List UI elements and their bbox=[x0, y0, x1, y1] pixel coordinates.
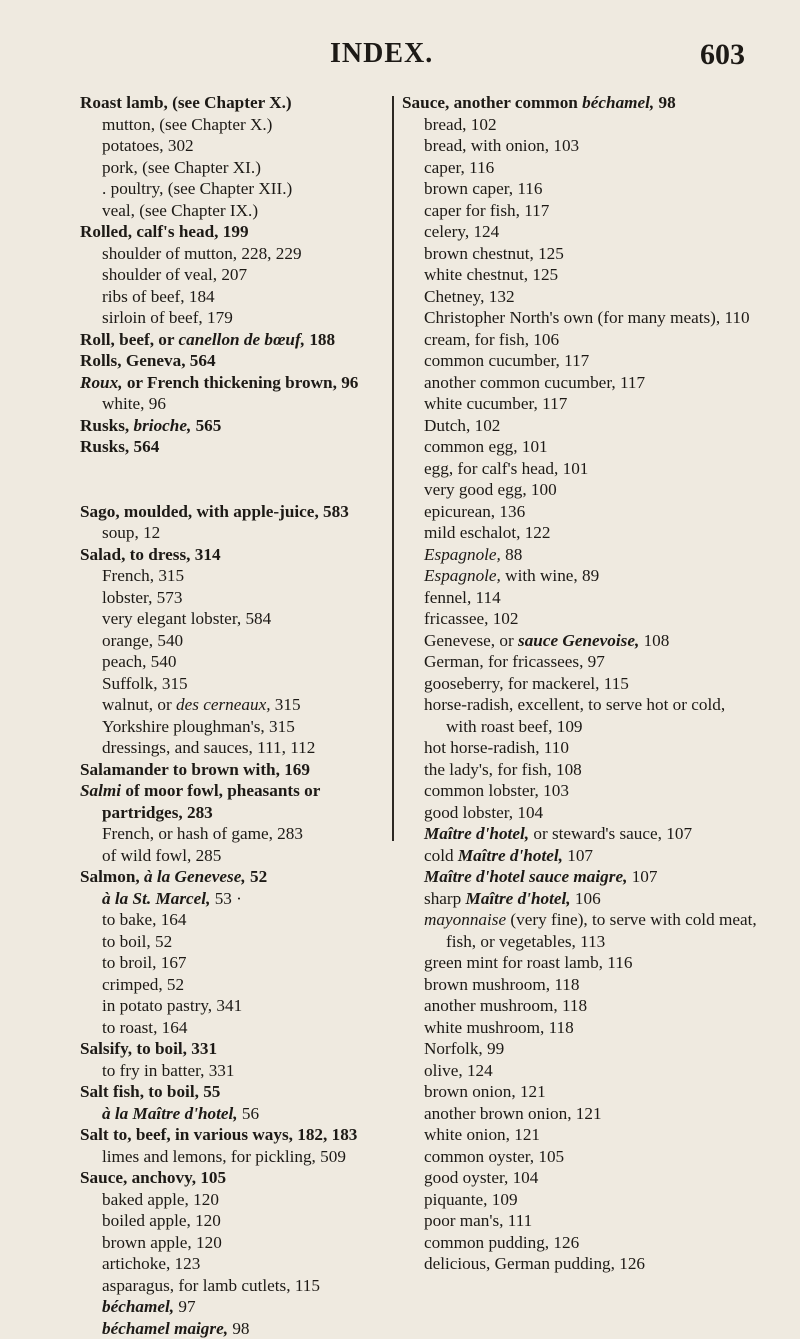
index-subentry bbox=[80, 1318, 398, 1339]
entry-text: Roll, beef, or bbox=[80, 330, 179, 349]
index-subentry bbox=[402, 415, 758, 437]
entry-text: delicious, German pudding, 126 bbox=[424, 1254, 645, 1273]
index-subentry bbox=[402, 243, 758, 265]
index-subentry bbox=[402, 458, 758, 480]
entry-text: Sago, moulded, with apple-juice, 583 bbox=[80, 502, 349, 521]
entry-text: Rolls, Geneva, 564 bbox=[80, 351, 216, 370]
index-subentry bbox=[80, 565, 398, 587]
entry-text: Roux, bbox=[80, 373, 123, 392]
index-subentry bbox=[402, 673, 758, 695]
index-subentry bbox=[80, 716, 398, 738]
index-subentry bbox=[402, 694, 758, 737]
entry-text: (very fine), to serve with cold meat, fish, or vegetables, 113 bbox=[446, 910, 757, 951]
entry-text: to bake, 164 bbox=[102, 910, 187, 929]
index-subentry bbox=[80, 608, 398, 630]
entry-text: soup, 12 bbox=[102, 523, 160, 542]
index-subentry bbox=[402, 264, 758, 286]
entry-text: cold bbox=[424, 846, 458, 865]
entry-text: brown apple, 120 bbox=[102, 1233, 222, 1252]
index-subentry bbox=[402, 1038, 758, 1060]
index-subentry bbox=[402, 329, 758, 351]
entry-text: Genevese, or bbox=[424, 631, 518, 650]
index-subentry bbox=[402, 1146, 758, 1168]
entry-text: Maître d'hotel, bbox=[458, 846, 563, 865]
entry-text: 53 · bbox=[210, 889, 242, 908]
index-entry bbox=[80, 780, 398, 823]
index-entry bbox=[80, 544, 398, 566]
index-entry bbox=[80, 501, 398, 523]
entry-text: caper, 116 bbox=[424, 158, 494, 177]
entry-text: white onion, 121 bbox=[424, 1125, 540, 1144]
index-subentry bbox=[402, 1167, 758, 1189]
entry-text: peach, 540 bbox=[102, 652, 176, 671]
index-subentry bbox=[402, 1124, 758, 1146]
entry-text: mild eschalot, 122 bbox=[424, 523, 551, 542]
index-subentry bbox=[402, 200, 758, 222]
entry-text: Salsify, to boil, 331 bbox=[80, 1039, 217, 1058]
index-subentry bbox=[402, 1253, 758, 1275]
index-subentry bbox=[80, 995, 398, 1017]
entry-text: or French thickening brown, 96 bbox=[123, 373, 359, 392]
entry-text: brown caper, 116 bbox=[424, 179, 542, 198]
index-entry bbox=[80, 372, 398, 394]
page-number: 603 bbox=[700, 38, 745, 72]
entry-text: béchamel, bbox=[102, 1297, 174, 1316]
index-subentry bbox=[80, 1210, 398, 1232]
entry-text: Yorkshire ploughman's, 315 bbox=[102, 717, 295, 736]
entry-text: 52 bbox=[246, 867, 267, 886]
entry-text: in potato pastry, 341 bbox=[102, 996, 242, 1015]
index-entry bbox=[80, 436, 398, 458]
entry-text: bread, 102 bbox=[424, 115, 497, 134]
index-subentry bbox=[402, 823, 758, 845]
index-subentry bbox=[80, 522, 398, 544]
entry-text: or steward's sauce, 107 bbox=[529, 824, 692, 843]
index-subentry bbox=[80, 307, 398, 329]
entry-text: Suffolk, 315 bbox=[102, 674, 188, 693]
entry-text: Roast lamb, (see Chapter X.) bbox=[80, 93, 292, 112]
index-entry bbox=[80, 759, 398, 781]
entry-text: to fry in batter, 331 bbox=[102, 1061, 234, 1080]
index-subentry bbox=[80, 974, 398, 996]
index-entry bbox=[80, 415, 398, 437]
entry-text: Salt fish, to boil, 55 bbox=[80, 1082, 220, 1101]
entry-text: canellon de bœuf, bbox=[179, 330, 306, 349]
entry-text: another common cucumber, 117 bbox=[424, 373, 645, 392]
entry-text: with wine, 89 bbox=[501, 566, 599, 585]
entry-text: to boil, 52 bbox=[102, 932, 172, 951]
index-subentry bbox=[80, 952, 398, 974]
index-subentry bbox=[402, 372, 758, 394]
index-subentry bbox=[402, 350, 758, 372]
entry-text: poor man's, 111 bbox=[424, 1211, 532, 1230]
entry-text: Salmi bbox=[80, 781, 121, 800]
entry-text: Salamander to brown with, 169 bbox=[80, 760, 310, 779]
entry-text: Rusks, bbox=[80, 416, 134, 435]
entry-text: gooseberry, for mackerel, 115 bbox=[424, 674, 629, 693]
entry-text: of wild fowl, 285 bbox=[102, 846, 221, 865]
index-subentry bbox=[80, 1253, 398, 1275]
index-entry bbox=[80, 329, 398, 351]
index-subentry bbox=[80, 114, 398, 136]
entry-text: 565 bbox=[191, 416, 221, 435]
entry-text: horse-radish, excellent, to serve hot or cold, with roast beef, 109 bbox=[424, 695, 725, 736]
entry-text: Salad, to dress, 314 bbox=[80, 545, 221, 564]
entry-text: to broil, 167 bbox=[102, 953, 187, 972]
entry-text: green mint for roast lamb, 116 bbox=[424, 953, 632, 972]
index-entry bbox=[80, 1167, 398, 1189]
index-subentry bbox=[80, 1146, 398, 1168]
index-subentry bbox=[80, 845, 398, 867]
index-subentry bbox=[80, 673, 398, 695]
entry-text: white chestnut, 125 bbox=[424, 265, 558, 284]
entry-text: very good egg, 100 bbox=[424, 480, 557, 499]
index-subentry bbox=[402, 608, 758, 630]
entry-text: Chetney, 132 bbox=[424, 287, 515, 306]
entry-text: 188 bbox=[305, 330, 335, 349]
index-subentry bbox=[402, 479, 758, 501]
entry-text: limes and lemons, for pickling, 509 bbox=[102, 1147, 346, 1166]
index-subentry bbox=[80, 1275, 398, 1297]
entry-text: good lobster, 104 bbox=[424, 803, 543, 822]
entry-text: asparagus, for lamb cutlets, 115 bbox=[102, 1276, 320, 1295]
index-subentry bbox=[80, 243, 398, 265]
entry-text: veal, (see Chapter IX.) bbox=[102, 201, 258, 220]
index-subentry bbox=[80, 264, 398, 286]
entry-text: olive, 124 bbox=[424, 1061, 493, 1080]
entry-text: common pudding, 126 bbox=[424, 1233, 579, 1252]
index-subentry bbox=[80, 1017, 398, 1039]
entry-text: piquante, 109 bbox=[424, 1190, 518, 1209]
entry-text: ribs of beef, 184 bbox=[102, 287, 215, 306]
entry-text: shoulder of veal, 207 bbox=[102, 265, 247, 284]
index-subentry bbox=[402, 888, 758, 910]
entry-text: des cerneaux, bbox=[176, 695, 271, 714]
entry-text: boiled apple, 120 bbox=[102, 1211, 221, 1230]
index-subentry bbox=[402, 737, 758, 759]
entry-text: Rolled, calf's head, 199 bbox=[80, 222, 249, 241]
index-subentry bbox=[80, 630, 398, 652]
index-subentry bbox=[80, 651, 398, 673]
entry-text: of moor fowl, pheasants or partridges, 283 bbox=[102, 781, 320, 822]
entry-text: brown chestnut, 125 bbox=[424, 244, 564, 263]
index-subentry bbox=[80, 1296, 398, 1318]
entry-text: French, or hash of game, 283 bbox=[102, 824, 303, 843]
index-subentry bbox=[80, 1189, 398, 1211]
entry-text: béchamel maigre, bbox=[102, 1319, 228, 1338]
entry-text: fricassee, 102 bbox=[424, 609, 519, 628]
entry-text: dressings, and sauces, 111, 112 bbox=[102, 738, 315, 757]
entry-text: à la Genevese, bbox=[144, 867, 246, 886]
entry-text: the lady's, for fish, 108 bbox=[424, 760, 582, 779]
entry-text: à la St. Marcel, bbox=[102, 889, 210, 908]
entry-text: fennel, 114 bbox=[424, 588, 501, 607]
index-subentry bbox=[80, 694, 398, 716]
index-subentry bbox=[80, 931, 398, 953]
entry-text: 56 bbox=[238, 1104, 259, 1123]
index-subentry bbox=[80, 393, 398, 415]
entry-text: sauce Genevoise, bbox=[518, 631, 639, 650]
index-subentry bbox=[402, 866, 758, 888]
entry-text: German, for fricassees, 97 bbox=[424, 652, 605, 671]
index-subentry bbox=[80, 1060, 398, 1082]
index-subentry bbox=[402, 1210, 758, 1232]
entry-text: common egg, 101 bbox=[424, 437, 548, 456]
index-subentry bbox=[402, 952, 758, 974]
entry-text: 315 bbox=[271, 695, 301, 714]
index-subentry bbox=[402, 221, 758, 243]
entry-text: celery, 124 bbox=[424, 222, 499, 241]
entry-text: another mushroom, 118 bbox=[424, 996, 587, 1015]
entry-text: Maître d'hotel sauce maigre, bbox=[424, 867, 627, 886]
index-subentry bbox=[402, 651, 758, 673]
entry-text: 107 bbox=[563, 846, 593, 865]
index-subentry bbox=[80, 737, 398, 759]
index-subentry bbox=[402, 759, 758, 781]
entry-text: 108 bbox=[639, 631, 669, 650]
index-subentry bbox=[402, 587, 758, 609]
index-subentry bbox=[402, 1060, 758, 1082]
entry-text: artichoke, 123 bbox=[102, 1254, 200, 1273]
entry-text: Norfolk, 99 bbox=[424, 1039, 504, 1058]
index-subentry bbox=[80, 200, 398, 222]
entry-text: Espagnole, bbox=[424, 545, 501, 564]
index-subentry bbox=[402, 114, 758, 136]
entry-text: Maître d'hotel, bbox=[466, 889, 571, 908]
entry-text: Salt to, beef, in various ways, 182, 183 bbox=[80, 1125, 357, 1144]
entry-text: baked apple, 120 bbox=[102, 1190, 219, 1209]
index-subentry bbox=[80, 909, 398, 931]
page-title: INDEX. bbox=[330, 38, 433, 70]
index-subentry bbox=[80, 823, 398, 845]
index-column-left bbox=[80, 92, 398, 1339]
entry-text: hot horse-radish, 110 bbox=[424, 738, 569, 757]
entry-text: mutton, (see Chapter X.) bbox=[102, 115, 272, 134]
entry-text: white mushroom, 118 bbox=[424, 1018, 574, 1037]
index-subentry bbox=[402, 1103, 758, 1125]
entry-text: Maître d'hotel, bbox=[424, 824, 529, 843]
entry-text: 107 bbox=[627, 867, 657, 886]
index-entry bbox=[80, 1081, 398, 1103]
index-subentry bbox=[402, 1189, 758, 1211]
column-divider bbox=[392, 96, 394, 841]
index-entry bbox=[80, 866, 398, 888]
index-subentry bbox=[402, 630, 758, 652]
entry-text: common cucumber, 117 bbox=[424, 351, 589, 370]
entry-text: Salmon, bbox=[80, 867, 144, 886]
entry-text: shoulder of mutton, 228, 229 bbox=[102, 244, 302, 263]
entry-text: 106 bbox=[571, 889, 601, 908]
index-subentry bbox=[402, 522, 758, 544]
index-subentry bbox=[80, 587, 398, 609]
index-entry bbox=[402, 92, 758, 114]
entry-text: 98 bbox=[228, 1319, 249, 1338]
entry-text: potatoes, 302 bbox=[102, 136, 194, 155]
index-subentry bbox=[402, 286, 758, 308]
index-subentry bbox=[402, 909, 758, 952]
entry-text: Dutch, 102 bbox=[424, 416, 500, 435]
entry-text: brown onion, 121 bbox=[424, 1082, 546, 1101]
index-subentry bbox=[80, 888, 398, 910]
entry-text: common lobster, 103 bbox=[424, 781, 569, 800]
entry-text: Rusks, 564 bbox=[80, 437, 159, 456]
entry-text: Christopher North's own (for many meats), 110 bbox=[424, 308, 750, 327]
index-subentry bbox=[402, 1232, 758, 1254]
index-subentry bbox=[402, 802, 758, 824]
entry-text: crimped, 52 bbox=[102, 975, 184, 994]
entry-text: to roast, 164 bbox=[102, 1018, 187, 1037]
entry-text: caper for fish, 117 bbox=[424, 201, 549, 220]
entry-text: Espagnole, bbox=[424, 566, 501, 585]
index-subentry bbox=[402, 501, 758, 523]
entry-text: 88 bbox=[501, 545, 522, 564]
index-entry bbox=[80, 1038, 398, 1060]
entry-text: à la Maître d'hotel, bbox=[102, 1104, 238, 1123]
index-subentry bbox=[402, 157, 758, 179]
index-entry bbox=[80, 1124, 398, 1146]
entry-text: bread, with onion, 103 bbox=[424, 136, 579, 155]
entry-text: 97 bbox=[174, 1297, 195, 1316]
entry-text: sirloin of beef, 179 bbox=[102, 308, 233, 327]
entry-text: brioche, bbox=[134, 416, 192, 435]
entry-text: white cucumber, 117 bbox=[424, 394, 567, 413]
section-gap bbox=[80, 458, 398, 501]
index-subentry bbox=[402, 393, 758, 415]
entry-text: good oyster, 104 bbox=[424, 1168, 538, 1187]
page-header bbox=[0, 38, 800, 78]
entry-text: cream, for fish, 106 bbox=[424, 330, 559, 349]
entry-text: another brown onion, 121 bbox=[424, 1104, 602, 1123]
index-subentry bbox=[402, 995, 758, 1017]
entry-text: pork, (see Chapter XI.) bbox=[102, 158, 261, 177]
index-subentry bbox=[402, 1017, 758, 1039]
entry-text: Sauce, another common bbox=[402, 93, 582, 112]
entry-text: common oyster, 105 bbox=[424, 1147, 564, 1166]
entry-text: white, 96 bbox=[102, 394, 166, 413]
index-subentry bbox=[80, 157, 398, 179]
index-entry bbox=[80, 92, 398, 114]
index-subentry bbox=[402, 974, 758, 996]
index-subentry bbox=[80, 1232, 398, 1254]
entry-text: walnut, or bbox=[102, 695, 176, 714]
index-subentry bbox=[402, 178, 758, 200]
index-subentry bbox=[402, 1081, 758, 1103]
entry-text: orange, 540 bbox=[102, 631, 183, 650]
entry-text: very elegant lobster, 584 bbox=[102, 609, 271, 628]
index-subentry bbox=[402, 544, 758, 566]
entry-text: sharp bbox=[424, 889, 466, 908]
index-entry bbox=[80, 350, 398, 372]
index-column-right bbox=[402, 92, 758, 1275]
entry-text: brown mushroom, 118 bbox=[424, 975, 579, 994]
index-subentry bbox=[402, 780, 758, 802]
entry-text: béchamel, bbox=[582, 93, 654, 112]
entry-text: lobster, 573 bbox=[102, 588, 182, 607]
index-subentry bbox=[402, 565, 758, 587]
index-entry bbox=[80, 221, 398, 243]
entry-text: . poultry, (see Chapter XII.) bbox=[102, 179, 292, 198]
index-subentry bbox=[80, 286, 398, 308]
entry-text: Sauce, anchovy, 105 bbox=[80, 1168, 226, 1187]
index-subentry bbox=[402, 845, 758, 867]
entry-text: 98 bbox=[654, 93, 675, 112]
entry-text: epicurean, 136 bbox=[424, 502, 525, 521]
index-subentry bbox=[80, 178, 398, 200]
entry-text: mayonnaise bbox=[424, 910, 506, 929]
entry-text: egg, for calf's head, 101 bbox=[424, 459, 588, 478]
index-subentry bbox=[402, 307, 758, 329]
index-subentry bbox=[402, 135, 758, 157]
index-subentry bbox=[80, 135, 398, 157]
index-subentry bbox=[80, 1103, 398, 1125]
entry-text: French, 315 bbox=[102, 566, 184, 585]
index-subentry bbox=[402, 436, 758, 458]
